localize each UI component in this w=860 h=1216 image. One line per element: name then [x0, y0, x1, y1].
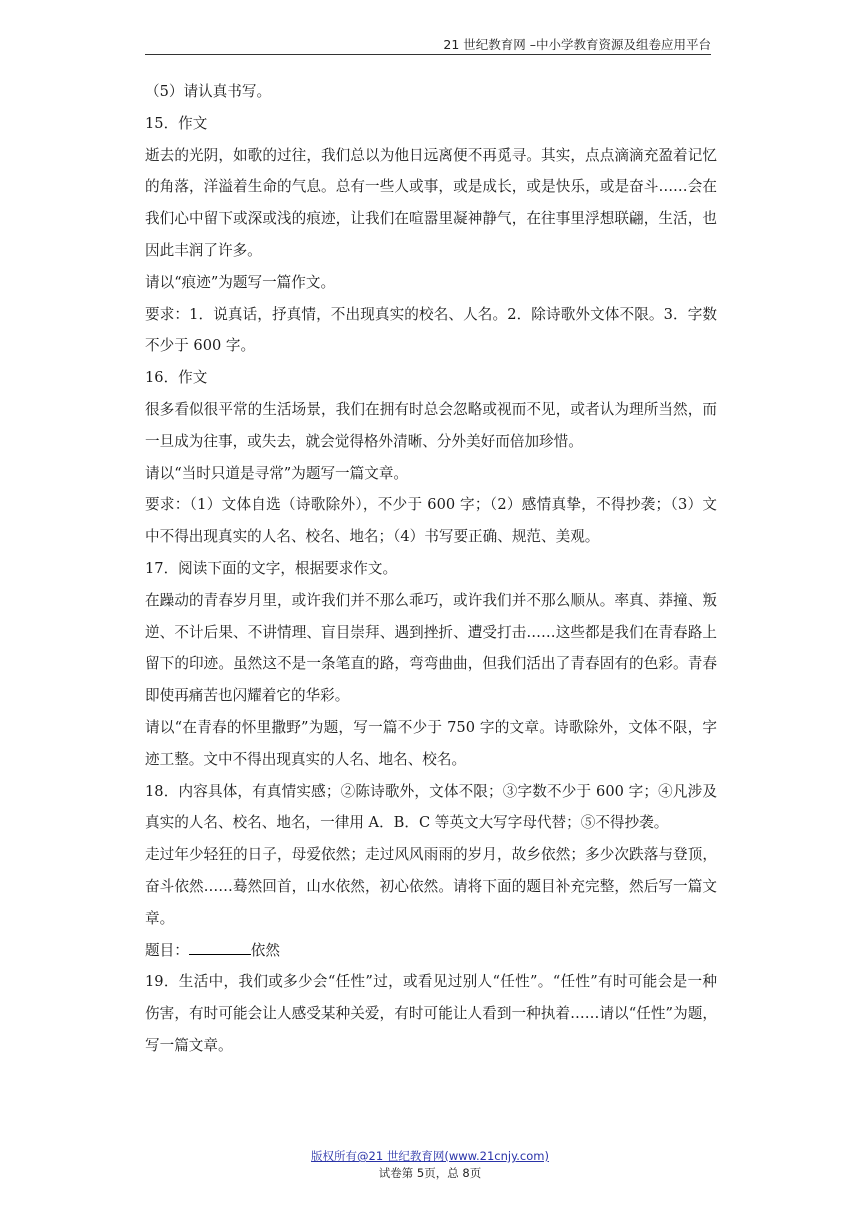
footer-copyright-link[interactable]: 版权所有@21 世纪教育网(www.21cnjy.com)	[311, 1149, 549, 1163]
question-18-title-line	[145, 935, 717, 967]
title-blank	[189, 938, 251, 955]
question-16-prompt: 很多看似很平常的生活场景，我们在拥有时总会忽略或视而不见，或者认为理所当然，而一旦成为往事，或失去，就会觉得格外清晰、分外美好而倍加珍惜。	[145, 400, 717, 450]
question-19-prompt: 19．生活中，我们或多少会“任性”过，或看见过别人“任性”。“任性”有时可能会是一种伤害，有时可能会让人感受某种关爱，有时可能让人看到一种执着……请以“任性”为题，写一篇文章。	[145, 973, 717, 1054]
question-17-heading: 17．阅读下面的文字，根据要求作文。	[145, 559, 398, 577]
question-15-heading: 15．作文	[145, 114, 208, 132]
footer-page-number: 试卷第 5页，总 8页	[378, 1166, 482, 1180]
question-17-prompt: 在躁动的青春岁月里，或许我们并不那么乖巧，或许我们并不那么顺从。率真、莽撞、叛逆、不计后果、不讲情理、盲目崇拜、遇到挫折、遭受打击……这些都是我们在青春路上留下的印迹。虽然这不是一条笔直的路，弯弯曲曲，但我们活出了青春固有的色彩。青春即使再痛苦也闪耀着它的华彩。	[145, 591, 717, 705]
question-18-prompt: 走过年少轻狂的日子，母爱依然；走过风风雨雨的岁月，故乡依然；多少次跌落与登顶，奋斗依然……蓦然回首，山水依然，初心依然。请将下面的题目补充完整，然后写一篇文章。	[145, 846, 717, 927]
question-16-title-instruction: 请以“当时只道是寻常”为题写一篇文章。	[145, 464, 409, 482]
header-text: 21 世纪教育网 –中小学教育资源及组卷应用平台	[443, 37, 711, 52]
question-18-requirements: 18．内容具体，有真情实感；②陈诗歌外，文体不限；③字数不少于 600 字；④凡涉及真实的人名、校名、地名，一律用 A．B．C 等英文大写字母代替；⑤不得抄袭。	[145, 782, 717, 832]
page-header	[145, 34, 711, 55]
question-17-title-instruction: 请以“在青春的怀里撒野”为题，写一篇不少于 750 字的文章。诗歌除外，文体不限，字迹工整。文中不得出现真实的人名、地名、校名。	[145, 718, 717, 768]
title-suffix: 依然	[250, 941, 280, 959]
question-16-heading: 16．作文	[145, 369, 208, 387]
question-15-title-instruction: 请以“痕迹”为题写一篇作文。	[145, 273, 336, 291]
item-5-instruction: （5）请认真书写。	[145, 83, 272, 100]
question-15-prompt: 逝去的光阴，如歌的过往，我们总以为他日远离便不再觅寻。其实，点点滴滴充盈着记忆的角落，洋溢着生命的气息。总有一些人或事，或是成长，或是快乐，或是奋斗……会在我们心中留下或深或浅的痕迹，让我们在喧嚣里凝神静气，在往事里浮想联翩，生活，也因此丰润了许多。	[145, 146, 717, 259]
document-body	[145, 76, 717, 1062]
title-prefix: 题目：	[145, 941, 189, 959]
question-15-requirements: 要求：1．说真话，抒真情，不出现真实的校名、人名。2．除诗歌外文体不限。3．字数不少于 600 字。	[145, 305, 717, 355]
question-16-requirements: 要求：（1）文体自选（诗歌除外），不少于 600 字；（2）感情真挚，不得抄袭；（3）文中不得出现真实的人名、校名、地名；（4）书写要正确、规范、美观。	[145, 496, 717, 546]
